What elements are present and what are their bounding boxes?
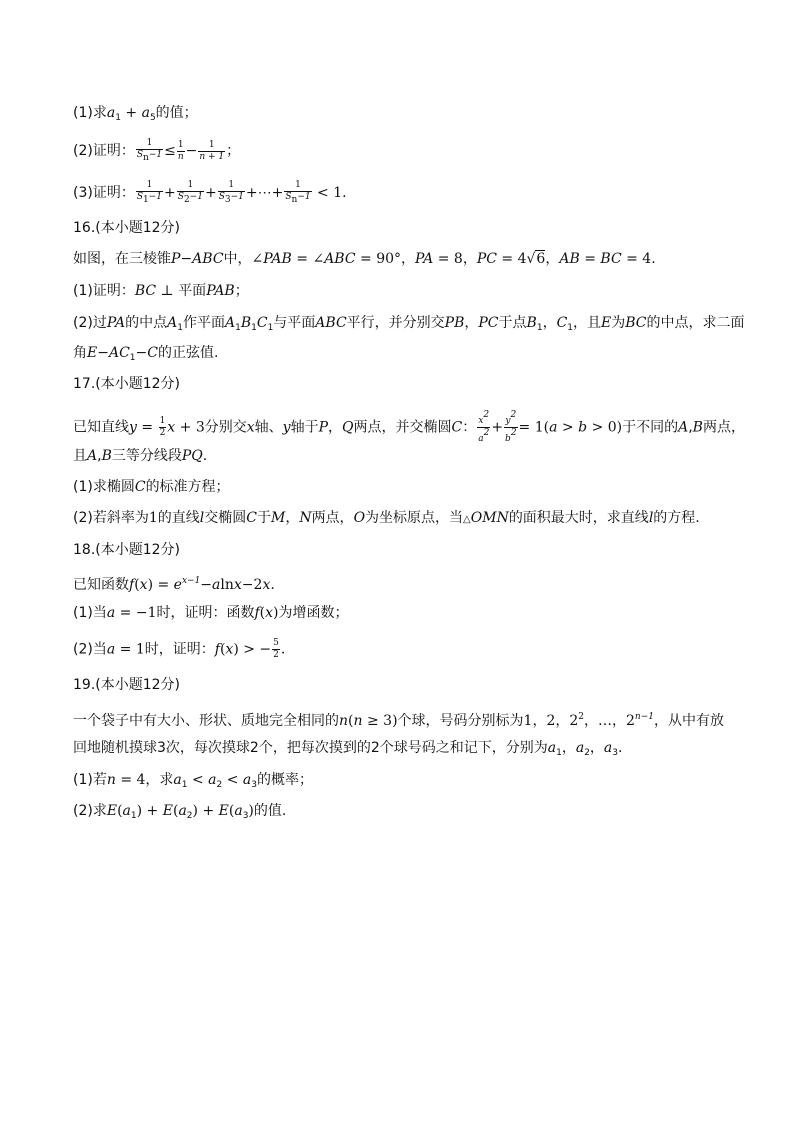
p18-stem: 已知函数$f(x) = e^{x-1}-alnx-2x$. xyxy=(73,576,275,593)
p16-q1: (1)证明：BC ⊥ 平面PAB； xyxy=(73,283,249,299)
p16-q2-cont: 角$E-AC_1-C$的正弦值. xyxy=(73,345,219,363)
p17-stem: 已知直线y = $\frac{1}{2}$ x + 3分别交x轴、y轴于P，Q两点，并交椭圆C： $\frac{x2}{a2}$ + $\frac{y2}{b2}$ = 1(a > b > 0)于不同的A,B两点， xyxy=(73,410,745,444)
p16-q2: (2)过PA的中点$A_1$作平面$A_1B_1C_1$与平面ABC平行，并分别交PB，PC于点$B_1$，$C_1$，且E为BC的中点，求二面 xyxy=(73,315,745,333)
p19-stem-cont: 回地随机摸球3次，每次摸球2个，把每次摸到的2个球号码之和记下，分别为$a_1$，$a_2$，$a_3$. xyxy=(73,740,623,758)
p17-q2: (2)若斜率为1的直线l交椭圆C于M，N两点，O为坐标原点，当△OMN的面积最大时，求直线l的方程. xyxy=(73,510,700,526)
p19-q1: (1)若n = 4，求$a_1 < a_2 < a_3$的概率； xyxy=(73,772,313,790)
p15-q2: (2)证明： $\frac{1}{Sn-1}$ ≤ $\frac{1}{n}$ − $\frac{1}{n + 1}$ ； xyxy=(73,138,241,163)
p18-header: 18.(本小题12分) xyxy=(73,542,181,558)
p16-stem: 如图，在三棱锥P−ABC中，∠PAB = ∠ABC = 90°，PA = 8，PC = 4√6，AB = BC = 4. xyxy=(73,251,656,267)
p19-header: 19.(本小题12分) xyxy=(73,677,181,693)
p17-stem-cont: 且A,B三等分线段PQ. xyxy=(73,448,208,464)
p18-q2: (2)当a = 1时，证明：f(x) > − $\frac{5}{2}$ . xyxy=(73,638,286,660)
p18-q1: (1)当a = −1时，证明：函数f(x)为增函数； xyxy=(73,605,349,621)
p19-stem: 一个袋子中有大小、形状、质地完全相同的n(n ≥ 3)个球，号码分别标为1，2，$2^2$，…，$2^{n-1}$，从中有放 xyxy=(73,712,724,729)
p16-header: 16.(本小题12分) xyxy=(73,220,181,236)
p15-q1: (1)求$a_1 + a_5$的值； xyxy=(73,105,198,123)
p15-q3: (3)证明： $\frac{1}{S1-1}$ + $\frac{1}{S2-1}$ + $\frac{1}{S3-1}$ +⋯+ $\frac{1}{Sn-1}$ < 1. xyxy=(73,180,347,205)
p19-q2: (2)求$E(a_1) + E(a_2) + E(a_3)$的值. xyxy=(73,803,287,821)
p17-header: 17.(本小题12分) xyxy=(73,376,181,392)
p17-q1: (1)求椭圆C的标准方程； xyxy=(73,479,230,495)
